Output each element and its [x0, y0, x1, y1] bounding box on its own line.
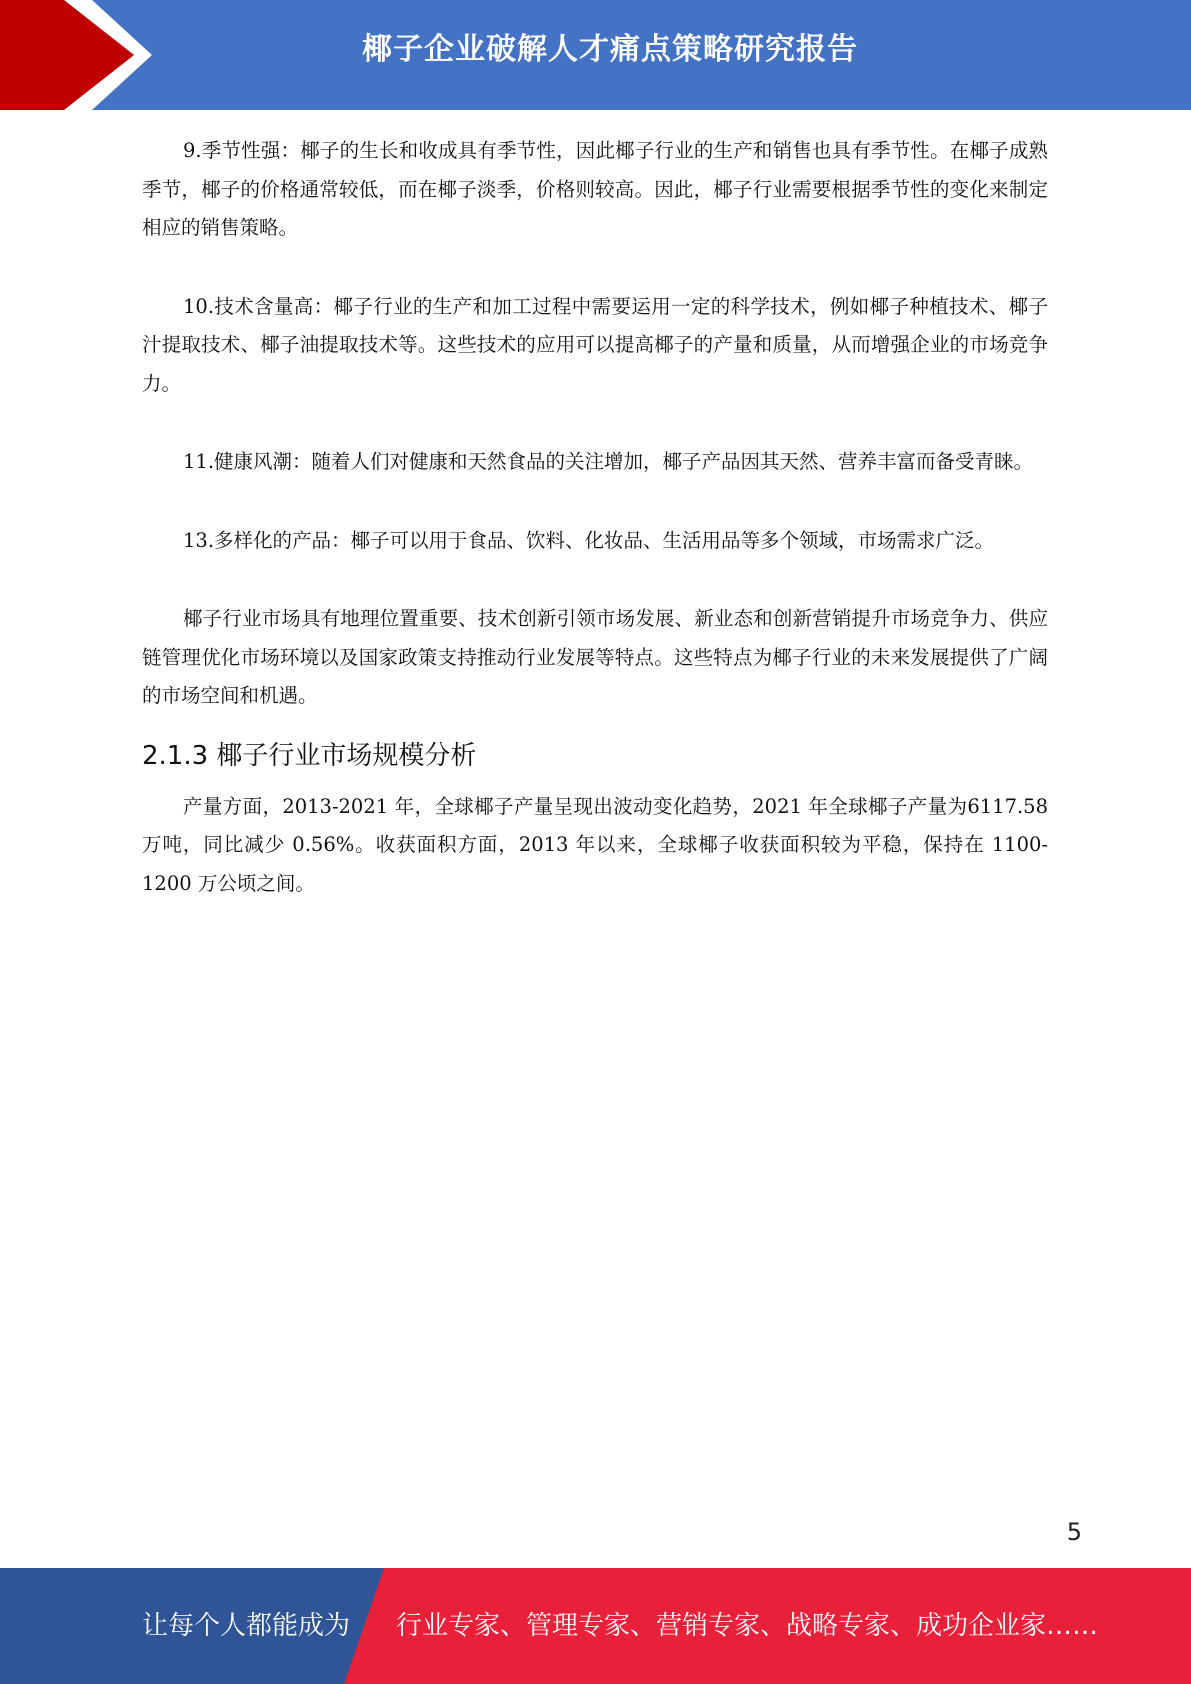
page-header: [0, 0, 1191, 110]
paragraph-diverse-products: 13.多样化的产品：椰子可以用于食品、饮料、化妆品、生活用品等多个领域，市场需求广泛。: [183, 528, 995, 552]
section-heading-market-size: 2.1.3 椰子行业市场规模分析: [142, 740, 477, 771]
paragraph-technology: 10.技术含量高：椰子行业的生产和加工过程中需要运用一定的科学技术，例如椰子种植技术、椰子汁提取技术、椰子油提取技术等。这些技术的应用可以提高椰子的产量和质量，从而增强企业的市场竞争力。: [142, 294, 1048, 395]
paragraph-market-summary: 椰子行业市场具有地理位置重要、技术创新引领市场发展、新业态和创新营销提升市场竞争力、供应链管理优化市场环境以及国家政策支持推动行业发展等特点。这些特点为椰子行业的未来发展提供了广阔的市场空间和机遇。: [142, 607, 1048, 707]
paragraph-seasonality: 9.季节性强：椰子的生长和收成具有季节性，因此椰子行业的生产和销售也具有季节性。在椰子成熟季节，椰子的价格通常较低，而在椰子淡季，价格则较高。因此，椰子行业需要根据季节性的变化来制定相应的销售策略。: [142, 139, 1048, 239]
footer-slogan-right: 行业专家、管理专家、营销专家、战略专家、成功企业家……: [396, 1611, 1099, 1641]
report-title: 椰子企业破解人才痛点策略研究报告: [362, 32, 858, 67]
page-footer: [0, 1568, 1191, 1684]
page-number: 5: [1066, 1518, 1082, 1546]
document-body: [142, 132, 1048, 903]
paragraph-health-trend: 11.健康风潮：随着人们对健康和天然食品的关注增加，椰子产品因其天然、营养丰富而备受青睐。: [183, 450, 1034, 473]
paragraph-production: 产量方面，2013-2021 年，全球椰子产量呈现出波动变化趋势，2021 年全球椰子产量为6117.58 万吨，同比减少 0.56%。收获面积方面，2013 年以来，全球椰子收获面积较为平稳，保持在 1100-1200 万公顷之间。: [142, 794, 1048, 895]
footer-slogan-left: 让每个人都能成为: [142, 1611, 351, 1641]
